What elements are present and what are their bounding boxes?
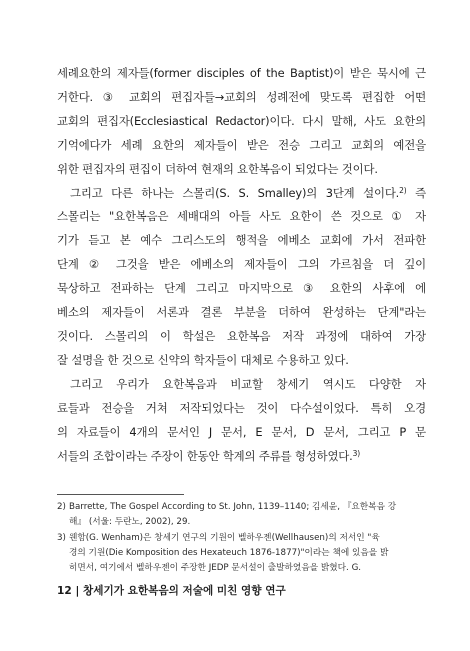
text-line: [57, 182, 426, 206]
footer-separator: |: [75, 585, 80, 597]
text-line: [57, 445, 426, 469]
text-line: 단계 ② 그것을 받은 에베소의 제자들이 그의 가르침을 더 깊이: [57, 257, 426, 272]
paragraph-1: [57, 62, 426, 182]
paragraph-2: [57, 182, 426, 373]
text-line: 잘 설명을 한 것으로 신약의 학자들이 대체로 수용하고 있다.: [57, 352, 349, 367]
footnote-line: 웬함(G. Wenham)은 창세기 연구의 기원이 벨하우젠(Wellhausen)의 저서인 "육: [69, 532, 380, 543]
text-line: 기억에다가 세례 요한의 제자들이 받은 전승 그리고 교회의 예전을: [57, 137, 426, 152]
footnote-number: 2): [57, 502, 66, 512]
footnote-divider: [57, 494, 184, 495]
page-footer: [57, 583, 426, 598]
text-line: 베소의 제자들이 서론과 결론 부분을 더하여 완성하는 단계"라는: [57, 305, 426, 320]
footnote-2: [57, 500, 426, 531]
footnote-line: Barrette, The Gospel According to St. John, 1139–1140; 김세윤, 『요한복음 강: [69, 502, 397, 512]
footnotes: [57, 500, 426, 576]
footnote-number: 3): [57, 532, 66, 543]
text-line: 거한다. ③ 교회의 편집자들→교회의 성례전에 맞도록 편집한 어떤: [57, 89, 426, 104]
footnote-text: [69, 500, 426, 531]
text-line: 스몰리는 "요한복음은 세배대의 아들 사도 요한이 쓴 것으로 ① 자: [57, 209, 426, 224]
text-line: 세례요한의 제자들(former disciples of the Baptist)이 받은 묵시에 근: [57, 66, 426, 80]
text-line: 의 자료들이 4개의 문서인 J 문서, E 문서, D 문서, 그리고 P 문: [57, 424, 426, 439]
paragraph-3: [57, 373, 426, 469]
text-line: 기가 듣고 본 예수 그리스도의 행적을 에베소 교회에 가서 전파한: [57, 233, 426, 248]
text-line: 그리고 우리가 요한복음과 비교할 창세기 역시도 다양한 자: [70, 376, 426, 391]
text-run: 그리고 다른 하나는 스몰리(S. S. Smalley)의 3단계 설이다.: [70, 185, 400, 200]
text-line: 위한 편집자의 편집이 더하여 현재의 요한복음이 되었다는 것이다.: [57, 161, 378, 176]
text-line: 료들과 전승을 거쳐 저작되었다는 것이 다수설이었다. 특히 오경: [57, 400, 426, 415]
text-run: 즉: [406, 185, 426, 200]
footnote-3: [57, 531, 426, 577]
footnote-line: 해』 (서울: 두란노, 2002), 29.: [69, 517, 191, 528]
footnote-ref-2[interactable]: 2): [399, 185, 407, 195]
footnote-ref-3[interactable]: 3): [352, 448, 361, 458]
text-line: 묵상하고 전파하는 단계 그리고 마지막으로 ③ 요한의 사후에 에: [57, 281, 426, 296]
text-line: 교회의 편집자(Ecclesiastical Redactor)이다. 다시 말해, 사도 요한의: [57, 113, 426, 128]
footnote-text: [69, 531, 426, 577]
text-run: 서들의 조합이라는 주장이 한동안 학계의 주류를 형성하였다.: [57, 448, 353, 463]
text-line: 것이다. 스몰리의 이 학설은 요한복음 저작 과정에 대하여 가장: [57, 328, 426, 343]
page-number: 12: [57, 585, 72, 597]
page-body: [57, 62, 426, 468]
footnote-line: 경의 기원(Die Komposition des Hexateuch 1876-1877)"이라는 책에 있음을 밝: [69, 547, 389, 558]
footnote-line: 히면서, 여기에서 벨하우젠이 주장한 JEDP 문서설이 출발하였음을 밝혔다. G.: [69, 563, 362, 574]
running-title: 창세기가 요한복음의 저술에 미친 영향 연구: [83, 585, 286, 597]
